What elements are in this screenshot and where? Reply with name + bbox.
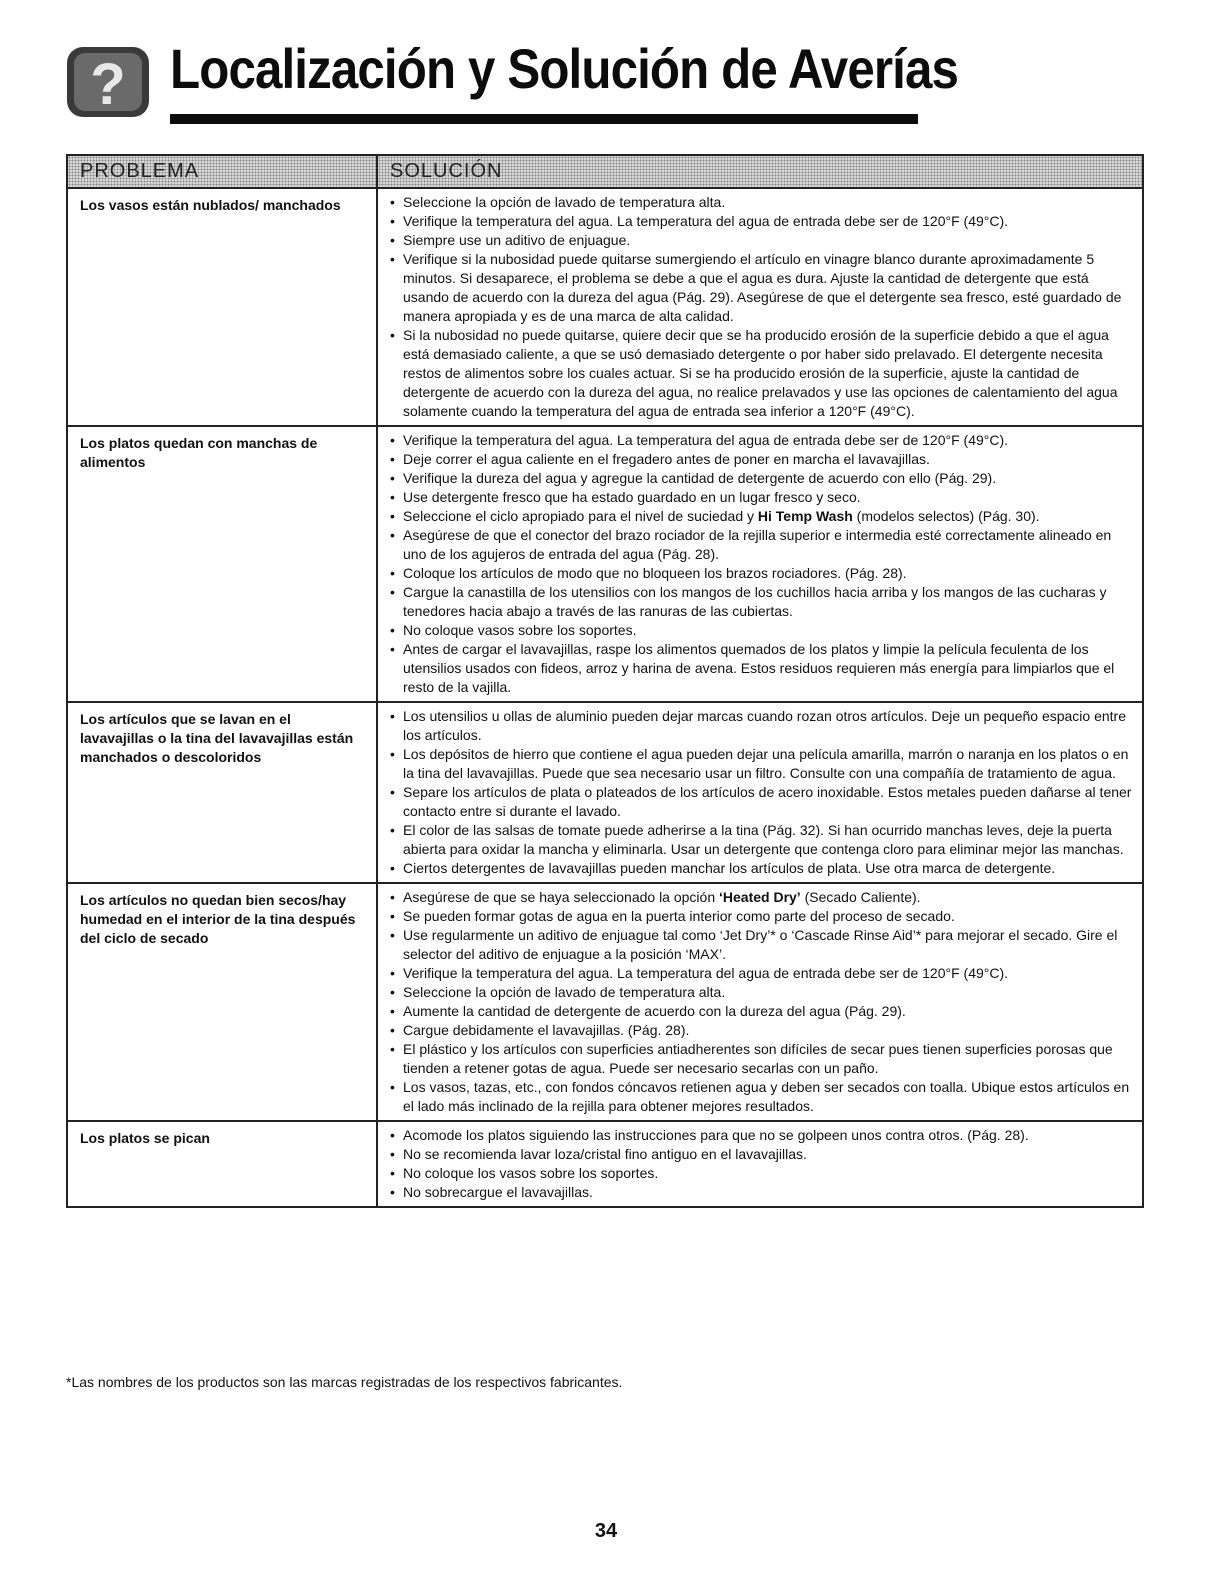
solution-item: • Asegúrese de que el conector del brazo rociador de la rejilla superior e intermedia esté correctamente alineado en uno de los agujeros de entrada del agua (Pág. 28).	[388, 526, 1134, 564]
solution-cell	[377, 188, 1143, 426]
solution-item: • Verifique la dureza del agua y agregue la cantidad de detergente de acuerdo con ello (Pág. 29).	[388, 469, 1134, 488]
solution-item: • No se recomienda lavar loza/cristal fino antiguo en el lavavajillas.	[388, 1145, 1134, 1164]
solution-item: • Antes de cargar el lavavajillas, raspe los alimentos quemados de los platos y limpie la película feculenta de los utensilios usados con fideos, arroz y harina de avena. Estos residuos requieren más energía para limpiarlos que el resto de la vajilla.	[388, 640, 1134, 697]
solution-list	[388, 1126, 1134, 1202]
solution-item: • Siempre use un aditivo de enjuague.	[388, 231, 1134, 250]
problem-cell: Los platos se pican	[67, 1121, 377, 1207]
footnote: *Las nombres de los productos son las marcas registradas de los respectivos fabricantes.	[66, 1374, 623, 1390]
table-row	[67, 426, 1143, 702]
header-solution: SOLUCIÓN	[377, 155, 1143, 188]
solution-item: • No coloque vasos sobre los soportes.	[388, 621, 1134, 640]
solution-item: • Ciertos detergentes de lavavajillas pueden manchar los artículos de plata. Use otra marca de detergente.	[388, 859, 1134, 878]
solution-cell	[377, 702, 1143, 883]
problem-cell: Los vasos están nublados/ manchados	[67, 188, 377, 426]
solution-item: • Separe los artículos de plata o plateados de los artículos de acero inoxidable. Estos metales pueden dañarse al tener contacto entre si durante el lavado.	[388, 783, 1134, 821]
troubleshooting-table	[66, 154, 1144, 1208]
table-row	[67, 883, 1143, 1121]
table-row	[67, 188, 1143, 426]
product-name: Hi Temp Wash	[757, 508, 853, 524]
solution-item: • No coloque los vasos sobre los soportes.	[388, 1164, 1134, 1183]
solution-item: • Seleccione la opción de lavado de temperatura alta.	[388, 193, 1134, 212]
solution-item: • Verifique la temperatura del agua. La temperatura del agua de entrada debe ser de 120°F (49°C).	[388, 212, 1134, 231]
solution-cell	[377, 883, 1143, 1121]
solution-item: • Use regularmente un aditivo de enjuague tal como ‘Jet Dry’* o ‘Cascade Rinse Aid’* para mejorar el secado. Gire el selector del aditivo de enjuague a la posición ‘MAX’.	[388, 926, 1134, 964]
svg-text:?: ?	[90, 52, 126, 117]
solution-cell	[377, 1121, 1143, 1207]
solution-item: • Los utensilios u ollas de aluminio pueden dejar marcas cuando rozan otros artículos. Deje un pequeño espacio entre los artículos.	[388, 707, 1134, 745]
question-mark-icon	[66, 46, 150, 118]
solution-item: • Cargue debidamente el lavavajillas. (Pág. 28).	[388, 1021, 1134, 1040]
solution-cell	[377, 426, 1143, 702]
solution-item: • Seleccione el ciclo apropiado para el nivel de suciedad y Hi Temp Wash (modelos selectos) (Pág. 30).	[388, 507, 1134, 526]
title-underline	[170, 114, 918, 124]
solution-item: • Los depósitos de hierro que contiene el agua pueden dejar una película amarilla, marrón o naranja en los platos o en la tina del lavavajillas. Puede que sea necesario usar un filtro. Consulte con una compañía de tratamiento de agua.	[388, 745, 1134, 783]
solution-item: • Deje correr el agua caliente en el fregadero antes de poner en marcha el lavavajillas.	[388, 450, 1134, 469]
problem-cell: Los platos quedan con manchas de alimentos	[67, 426, 377, 702]
page-title: Localización y Solución de Averías	[170, 37, 959, 100]
table-row	[67, 702, 1143, 883]
solution-item: • Los vasos, tazas, etc., con fondos cóncavos retienen agua y deben ser secados con toalla. Ubique estos artículos en el lado más inclinado de la rejilla para obtener mejores resultados.	[388, 1078, 1134, 1116]
solution-item: • Aumente la cantidad de detergente de acuerdo con la dureza del agua (Pág. 29).	[388, 1002, 1134, 1021]
solution-item: • Se pueden formar gotas de agua en la puerta interior como parte del proceso de secado.	[388, 907, 1134, 926]
table-header-row	[67, 155, 1143, 188]
problem-cell: Los artículos que se lavan en el lavavajillas o la tina del lavavajillas están manchados o descoloridos	[67, 702, 377, 883]
solution-item: • Verifique la temperatura del agua. La temperatura del agua de entrada debe ser de 120°F (49°C).	[388, 964, 1134, 983]
solution-item: • Use detergente fresco que ha estado guardado en un lugar fresco y seco.	[388, 488, 1134, 507]
solution-list	[388, 888, 1134, 1116]
solution-item: • El color de las salsas de tomate puede adherirse a la tina (Pág. 32). Si han ocurrido manchas leves, deje la puerta abierta para oxidar la mancha y eliminarla. Usar un detergente que contenga cloro para eliminar mejor las manchas.	[388, 821, 1134, 859]
table-row	[67, 1121, 1143, 1207]
problem-cell: Los artículos no quedan bien secos/hay humedad en el interior de la tina después del ciclo de secado	[67, 883, 377, 1121]
solution-item: • Verifique la temperatura del agua. La temperatura del agua de entrada debe ser de 120°F (49°C).	[388, 431, 1134, 450]
solution-item: • Verifique si la nubosidad puede quitarse sumergiendo el artículo en vinagre blanco durante aproximadamente 5 minutos. Si desaparece, el problema se debe a que el agua es dura. Ajuste la cantidad de detergente que está usando de acuerdo con la dureza del agua (Pág. 29). Asegúrese de que el detergente sea fresco, esté guardado de manera apropiada y es de una marca de alta calidad.	[388, 250, 1134, 326]
solution-item: • Cargue la canastilla de los utensilios con los mangos de los cuchillos hacia arriba y los mangos de las cucharas y tenedores hacia abajo a través de las ranuras de las cubiertas.	[388, 583, 1134, 621]
solution-item: • Acomode los platos siguiendo las instrucciones para que no se golpeen unos contra otros. (Pág. 28).	[388, 1126, 1134, 1145]
header-problem: PROBLEMA	[67, 155, 377, 188]
solution-list	[388, 707, 1134, 878]
solution-item: • Seleccione la opción de lavado de temperatura alta.	[388, 983, 1134, 1002]
solution-list	[388, 431, 1134, 697]
solution-item: • El plástico y los artículos con superficies antiadherentes son difíciles de secar pues tienen superficies porosas que tienden a retener gotas de agua. Puede ser necesario secarlas con un paño.	[388, 1040, 1134, 1078]
solution-item: • No sobrecargue el lavavajillas.	[388, 1183, 1134, 1202]
solution-item: • Coloque los artículos de modo que no bloqueen los brazos rociadores. (Pág. 28).	[388, 564, 1134, 583]
solution-item: • Asegúrese de que se haya seleccionado la opción ‘Heated Dry’ (Secado Caliente).	[388, 888, 1134, 907]
solution-item: • Si la nubosidad no puede quitarse, quiere decir que se ha producido erosión de la superficie debido a que el agua está demasiado caliente, a que se usó demasiado detergente o por haber sido prelavado. El detergente necesita restos de alimentos sobre los cuales actuar. Si se ha producido erosión de la superficie, ajuste la cantidad de detergente de acuerdo con la dureza del agua, no realice prelavados y use las opciones de calentamiento del agua solamente cuando la temperatura del agua de entrada sea inferior a 120°F (49°C).	[388, 326, 1134, 421]
page-number: 34	[594, 1520, 618, 1542]
page-header	[66, 37, 959, 128]
solution-list	[388, 193, 1134, 421]
product-name: ‘Heated Dry’	[719, 889, 801, 905]
